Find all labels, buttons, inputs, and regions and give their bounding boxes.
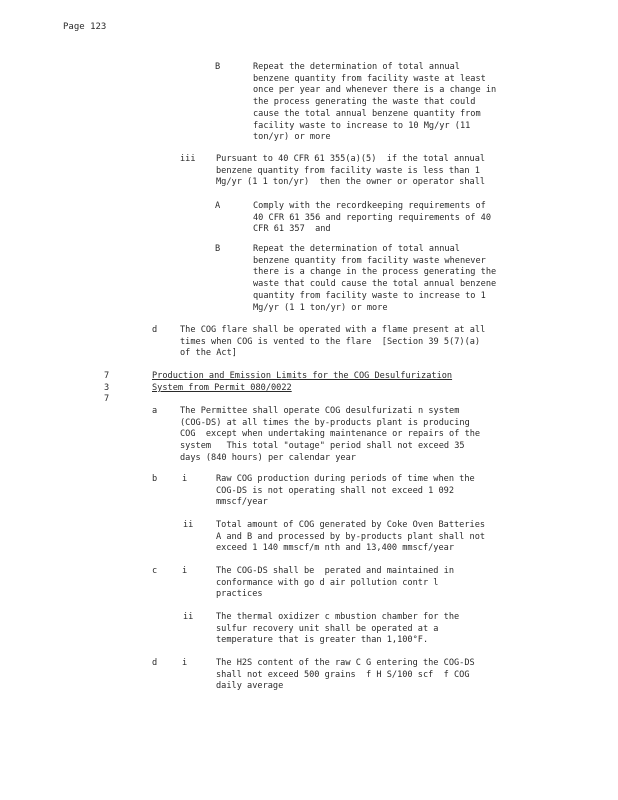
subitem-label: i <box>182 566 188 576</box>
text-line: temperature that is greater than 1,100°F. <box>216 635 429 646</box>
item-label: ii <box>183 612 194 622</box>
text-line: system This total "outage" period shall not exceed 35 <box>180 441 465 452</box>
text-line: of the Act] <box>180 348 237 359</box>
text-line: Comply with the recordkeeping requirements of <box>253 201 486 211</box>
text-line: CFR 61 357 and <box>253 224 331 235</box>
item-label: B <box>215 62 221 72</box>
section-number: 7 3 7 <box>104 371 110 405</box>
text-line: Repeat the determination of total annual <box>253 62 460 72</box>
section-title-line: System from Permit 080/0022 <box>152 382 292 393</box>
text-line: cause the total annual benzene quantity from <box>253 108 481 119</box>
text-line: times when COG is vented to the flare [Section 39 5(7)(a) <box>180 336 481 347</box>
item-label: b <box>152 474 158 484</box>
text-line: benzene quantity from facility waste is less than 1 <box>216 165 480 176</box>
item-label: A <box>215 201 221 211</box>
item-label: a <box>152 406 158 416</box>
text-line: (COG-DS) at all times the by-products plant is producing <box>180 417 470 428</box>
text-line: The thermal oxidizer c mbustion chamber for the <box>216 612 460 622</box>
text-line: ton/yr) or more <box>253 132 331 143</box>
item-label: c <box>152 566 158 576</box>
text-line: The H2S content of the raw C G entering the COG-DS <box>216 658 475 668</box>
item-label: B <box>215 244 221 254</box>
text-line: facility waste to increase to 10 Mg/yr (11 <box>253 120 471 131</box>
text-line: The Permittee shall operate COG desulfurizati n system <box>180 406 460 416</box>
text-line: practices <box>216 589 263 600</box>
text-line: benzene quantity from facility waste whenever <box>253 255 486 266</box>
page-number: Page 123 <box>63 22 107 32</box>
item-label: d <box>152 325 158 335</box>
text-line: COG-DS is not operating shall not exceed 1 092 <box>216 485 454 496</box>
item-label: ii <box>183 520 194 530</box>
text-line: Raw COG production during periods of time when the <box>216 474 475 484</box>
text-line: Repeat the determination of total annual <box>253 244 460 254</box>
text-line: Total amount of COG generated by Coke Oven Batteries <box>216 520 486 530</box>
item-label: d <box>152 658 158 668</box>
text-line: daily average <box>216 681 284 692</box>
text-line: shall not exceed 500 grains f H S/100 scf f COG <box>216 669 470 680</box>
text-line: benzene quantity from facility waste at least <box>253 73 486 84</box>
text-line: mmscf/year <box>216 497 268 508</box>
text-line: 40 CFR 61 356 and reporting requirements of 40 <box>253 212 491 223</box>
text-line: waste that could cause the total annual benzene <box>253 279 497 290</box>
text-line: The COG-DS shall be perated and maintained in <box>216 566 454 576</box>
text-line: Mg/yr (1 1 ton/yr) or more <box>253 302 388 313</box>
text-line: The COG flare shall be operated with a flame present at all <box>180 325 486 335</box>
text-line: quantity from facility waste to increase to 1 <box>253 290 486 301</box>
text-line: days (840 hours) per calendar year <box>180 452 356 463</box>
text-line: Pursuant to 40 CFR 61 355(a)(5) if the total annual <box>216 154 486 164</box>
text-line: exceed 1 140 mmscf/m nth and 13,400 mmscf/year <box>216 543 454 554</box>
section-title-line: Production and Emission Limits for the COG Desulfurization <box>152 371 453 381</box>
text-line: sulfur recovery unit shall be operated at a <box>216 623 439 634</box>
text-line: the process generating the waste that could <box>253 97 476 108</box>
subitem-label: i <box>182 474 188 484</box>
subitem-label: i <box>182 658 188 668</box>
text-line: there is a change in the process generating the <box>253 267 497 278</box>
text-line: conformance with go d air pollution contr l <box>216 577 439 588</box>
text-line: Mg/yr (1 1 ton/yr) then the owner or operator shall <box>216 177 486 188</box>
item-label: iii <box>180 154 196 164</box>
text-line: once per year and whenever there is a change in <box>253 85 497 96</box>
text-line: COG except when undertaking maintenance or repairs of the <box>180 429 481 440</box>
text-line: A and B and processed by by-products plant shall not <box>216 531 486 542</box>
